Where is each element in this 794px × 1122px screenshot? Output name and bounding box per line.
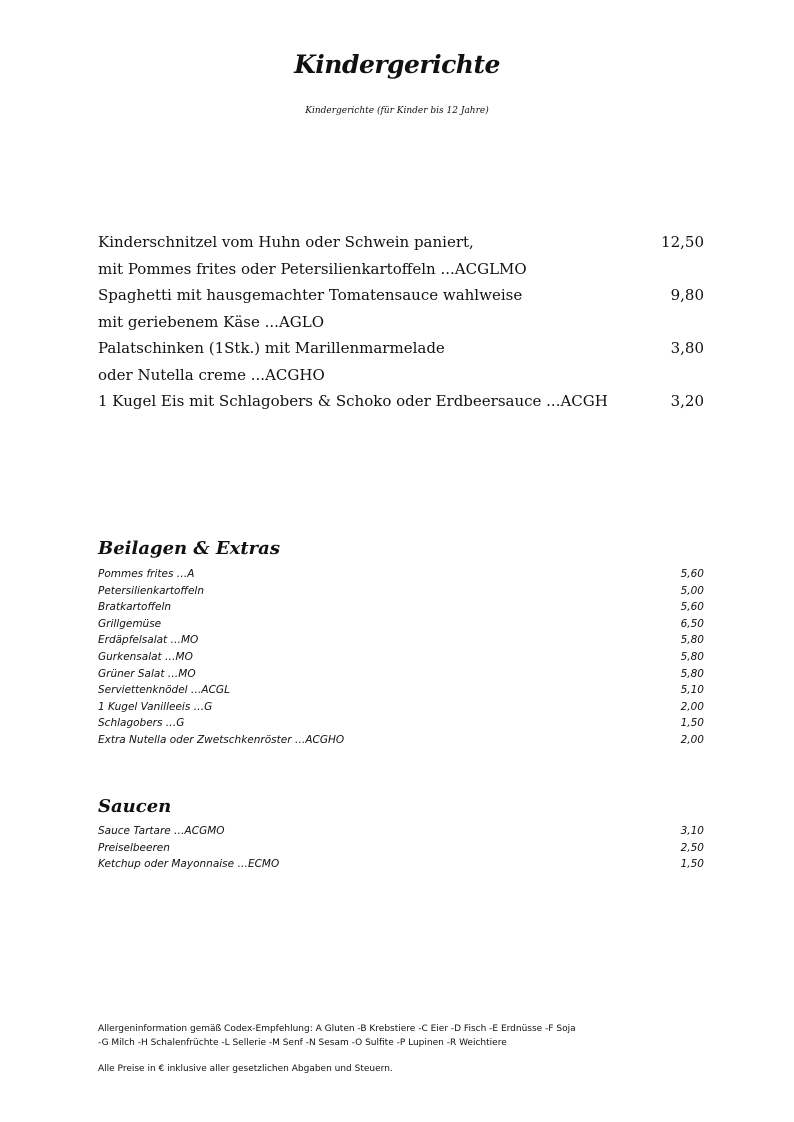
menu-item-text: Kinderschnitzel vom Huhn oder Schwein paniert, — [98, 233, 474, 251]
menu-item-price: 9,80 — [670, 286, 704, 304]
menu-item-text: Palatschinken (1Stk.) mit Marillenmarmelade — [98, 339, 445, 357]
beilagen-list — [98, 566, 704, 749]
list-item — [98, 666, 704, 683]
item-price: 5,80 — [680, 650, 704, 663]
list-item — [98, 566, 704, 583]
menu-item — [98, 309, 704, 336]
item-price: 5,80 — [680, 634, 704, 647]
list-item — [98, 583, 704, 600]
item-text: Sauce Tartare …ACGMO — [98, 825, 225, 837]
item-price: 6,50 — [680, 617, 704, 630]
menu-item-text: oder Nutella creme ...ACGHO — [98, 365, 325, 384]
allergen-line: -G Milch -H Schalenfrüchte -L Sellerie -M Senf -N Sesam -O Sulfite -P Lupinen -R Weichtiere — [98, 1038, 507, 1048]
item-text: Serviettenknödel …ACGL — [98, 684, 230, 697]
allergen-info — [98, 1022, 698, 1050]
item-price: 5,00 — [680, 584, 704, 597]
item-price: 3,10 — [680, 825, 704, 837]
menu-item — [98, 229, 704, 256]
item-text: Schlagobers …G — [98, 717, 185, 730]
item-price: 2,50 — [680, 841, 704, 854]
item-text: Grillgemüse — [98, 617, 162, 630]
list-item — [98, 682, 704, 699]
item-text: Grüner Salat …MO — [98, 667, 196, 680]
list-item — [98, 649, 704, 666]
menu-item-price: 3,80 — [670, 339, 704, 357]
menu-item-price: 12,50 — [661, 233, 704, 251]
menu-item — [98, 256, 704, 283]
menu-item — [98, 362, 704, 389]
saucen-heading: Saucen — [98, 796, 172, 817]
menu-item-price: 3,20 — [670, 392, 704, 410]
item-price: 5,10 — [680, 684, 704, 697]
list-item — [98, 840, 704, 857]
item-text: 1 Kugel Vanilleeis …G — [98, 700, 213, 713]
list-item — [98, 699, 704, 716]
beilagen-heading: Beilagen & Extras — [98, 538, 280, 559]
saucen-list — [98, 823, 704, 873]
item-price: 5,80 — [680, 667, 704, 680]
item-price: 1,50 — [680, 858, 704, 871]
item-text: Extra Nutella oder Zwetschkenröster …ACGHO — [98, 733, 345, 746]
menu-item-text: mit geriebenem Käse ...AGLO — [98, 312, 325, 331]
list-item — [98, 856, 704, 873]
item-text: Pommes frites …A — [98, 568, 195, 580]
menu-item-text: 1 Kugel Eis mit Schlagobers & Schoko oder Erdbeersauce ...ACGH — [98, 392, 608, 410]
item-price: 1,50 — [680, 717, 704, 730]
menu-item-text: Spaghetti mit hausgemachter Tomatensauce wahlweise — [98, 286, 523, 304]
list-item — [98, 632, 704, 649]
list-item — [98, 599, 704, 616]
page-subtitle: Kindergerichte (für Kinder bis 12 Jahre) — [305, 106, 489, 116]
item-text: Preiselbeeren — [98, 841, 170, 854]
list-item — [98, 823, 704, 840]
page-title: Kindergerichte — [294, 50, 500, 79]
item-price: 5,60 — [680, 601, 704, 614]
item-text: Gurkensalat …MO — [98, 650, 193, 663]
price-note: Alle Preise in € inklusive aller gesetzlichen Abgaben und Steuern. — [98, 1064, 393, 1074]
item-text: Bratkartoffeln — [98, 601, 172, 614]
allergen-line: Allergeninformation gemäß Codex-Empfehlung: A Gluten -B Krebstiere -C Eier -D Fisch -E Erdnüsse -F Soja — [98, 1024, 576, 1034]
menu-item — [98, 335, 704, 362]
main-dish-list — [98, 229, 704, 415]
item-price: 5,60 — [680, 568, 704, 580]
item-price: 2,00 — [680, 700, 704, 713]
menu-item — [98, 282, 704, 309]
menu-item — [98, 388, 704, 415]
list-item — [98, 715, 704, 732]
item-text: Petersilienkartoffeln — [98, 584, 205, 597]
item-text: Erdäpfelsalat …MO — [98, 634, 199, 647]
item-price: 2,00 — [680, 733, 704, 746]
menu-item-text: mit Pommes frites oder Petersilienkartoffeln ...ACGLMO — [98, 259, 527, 278]
list-item — [98, 616, 704, 633]
item-text: Ketchup oder Mayonnaise …ECMO — [98, 858, 280, 871]
list-item — [98, 732, 704, 749]
